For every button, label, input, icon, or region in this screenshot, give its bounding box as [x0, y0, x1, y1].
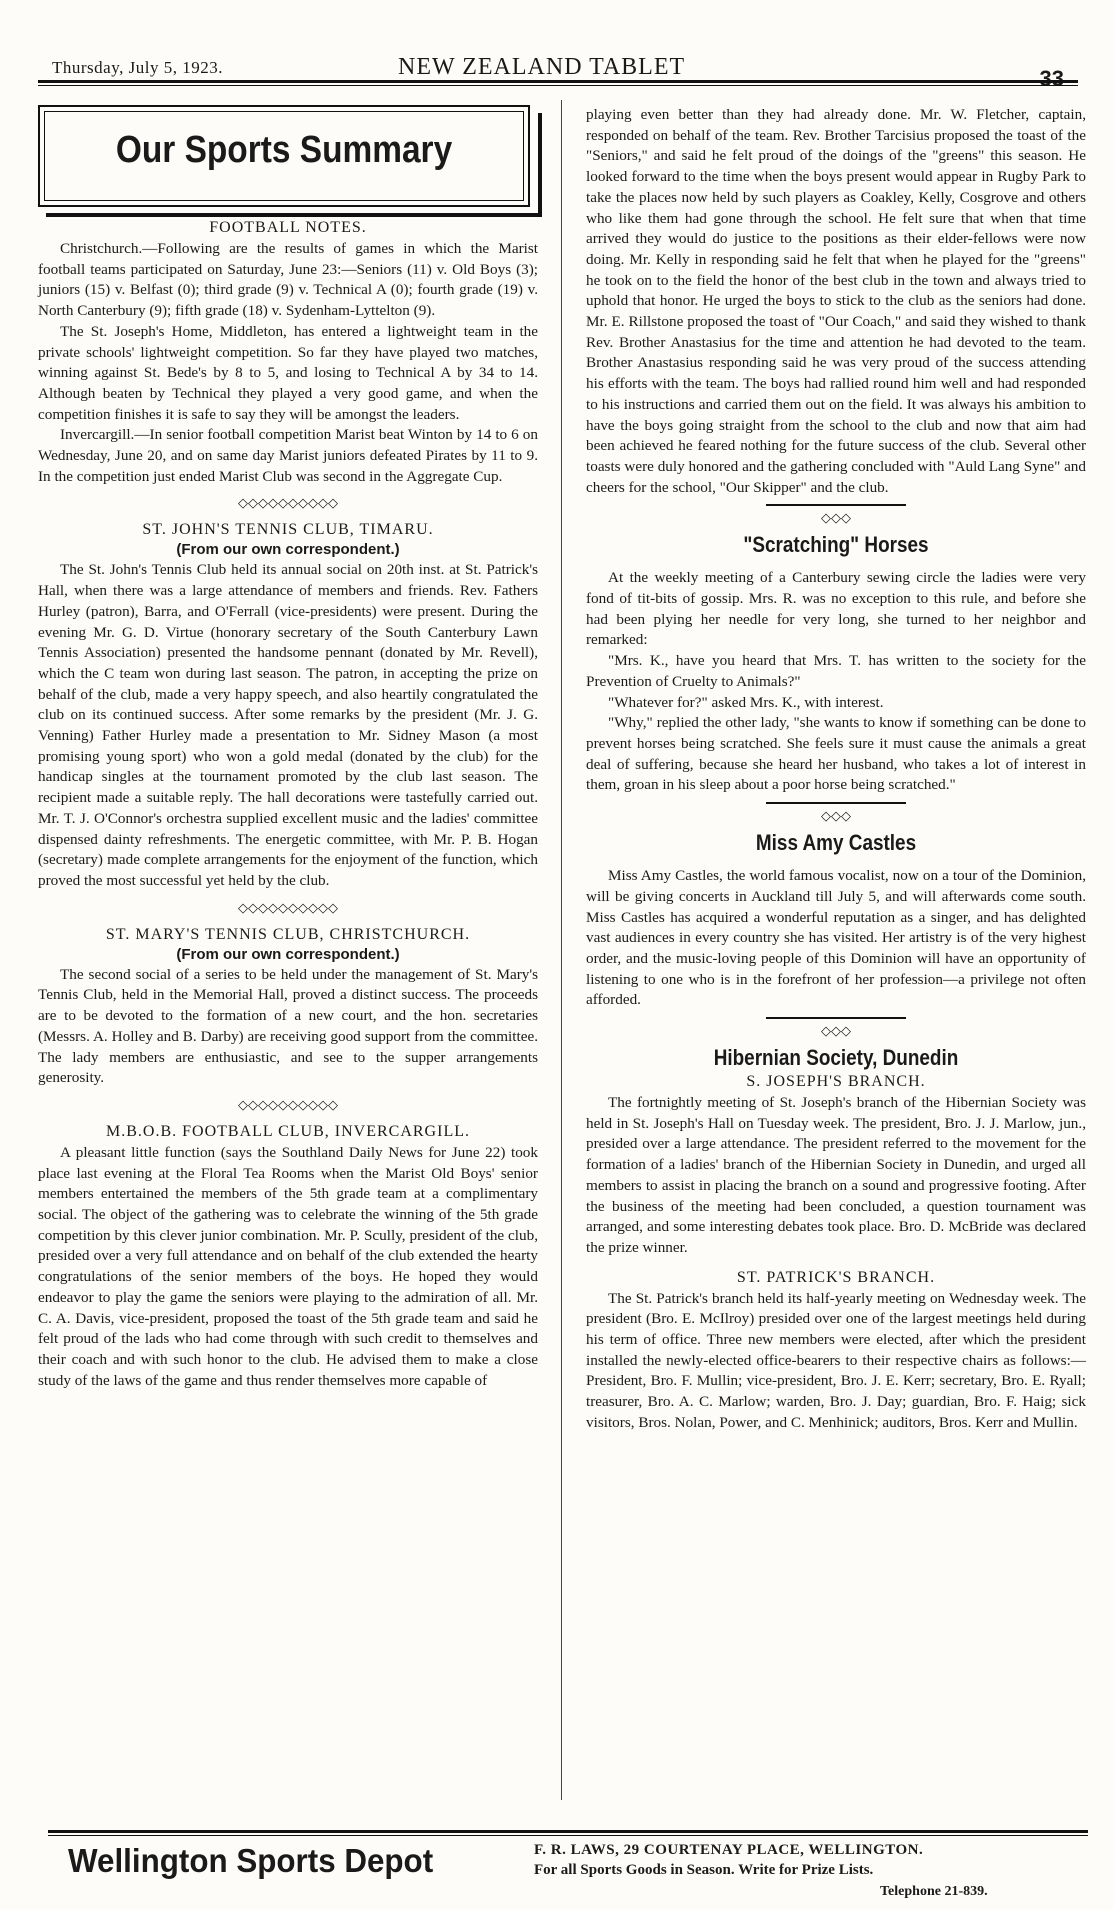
- horses-paragraph: "Why," replied the other lady, "she wants to know if something can be done to prevent horses being scratched. She feels sure it must cause the animals a great deal of suffering, because she heard her husband, who takes a lot of interest in them, groan in his sleep about a poor horse being scratched.": [586, 714, 1086, 794]
- advert-tagline: For all Sports Goods in Season. Write for Prize Lists.: [534, 1862, 874, 1878]
- ornament-divider: ◇◇◇◇◇◇◇◇◇◇: [238, 899, 338, 915]
- column-divider: [561, 100, 562, 1800]
- mbob-football-paragraph: A pleasant little function (says the Southland Daily News for June 22) took place last evening at the Floral Tea Rooms when the Marist Old Boys' senior members entertained the members of the 5th grade team at a complimentary social. The object of the gathering was to celebrate the winning of the 5th grade competition by this clever junior combination. Mr. P. Scully, president of the club, presided over a very full attendance and on behalf of the club extended the hearty congratulations of the senior members of the boys. He hoped they would endeavor to play the game the seniors were playing to the admiration of all. Mr. C. A. Davis, vice-president, proposed the toast of the 5th grade team and said he felt proud of the lads who had come through with such credit to themselves and their coach and with such honor to the club. He advised them to make a close study of the laws of the game and thus render themselves more capable of: [38, 1143, 538, 1389]
- mbob-continued-paragraph: playing even better than they had already done. Mr. W. Fletcher, captain, responded on behalf of the team. Rev. Brother Tarcisius proposed the toast of the "Seniors," and said he felt proud of the doings of the "greens" this season. He looked forward to the time when the boys present would appear in Rugby Park to take the places now held by such players as Coakley, Kelly, Cosgrove and others who like them had gone through the school. He felt sure that when that time arrived they would do justice to the positions as their elder-fellows were now doing. Mr. Kelly in responding said he felt that when he played for the "greens" he took on to the field the honor of the best club in the town and always tried to uphold that honor. He urged the boys to stick to the club as the seniors had done. Mr. E. Rillstone proposed the toast of "Our Coach," and said they wished to thank Rev. Brother Anastasius for the time and attention he had devoted to the team. Brother Anastasius responding said he was very proud of the success attending his efforts with the team. The boys had rallied round him well and had responded to his instructions and carried them out on the field. It was always his ambition to have the boys going straight from the school to the club and now that aim had been achieved he feared nothing for the future success of the club. Several other toasts were duly honored and the gathering concluded with "Auld Lang Syne" and cheers for the school, "Our Skipper" and the club.: [586, 106, 1086, 496]
- masthead-rule-thin: [38, 85, 1078, 86]
- section-title: Our Sports Summary: [115, 129, 453, 171]
- page-number: 33: [1039, 66, 1064, 91]
- left-column: [38, 105, 538, 1391]
- football-paragraph: The St. Joseph's Home, Middleton, has entered a lightweight team in the private schools' lightweight competition. So far they have played two matches, winning against St. Bede's by 8 to 5, and losing to Technical A by 34 to 14. Although beaten by Technical they played a very good game, and when the competition finishes it is safe to say they will be amongst the leaders.: [38, 322, 538, 423]
- mbob-football-heading: M.B.O.B. FOOTBALL CLUB, INVERCARGILL.: [106, 1122, 470, 1140]
- amy-castles-heading: Miss Amy Castles: [755, 830, 917, 856]
- section-title-box: [38, 105, 530, 207]
- right-column: [586, 105, 1086, 1434]
- scratching-horses-heading: "Scratching" Horses: [743, 532, 929, 558]
- st-johns-tennis-paragraph: The St. John's Tennis Club held its annual social on 20th inst. at St. Patrick's Hall, when there was a large attendance of members and friends. Rev. Fathers Hurley (patron), Barra, and O'Ferrall (vice-presidents) were present. During the evening Mr. G. D. Virtue (honorary secretary of the South Canterbury Lawn Tennis Association) presented the handsome pennant (donated by Mr. Revell), which the C team won during last season. The patron, in accepting the prize on behalf of the club, made a very happy speech, and also heartily congratulated the club on its continued success. After some remarks by the president (Mr. J. G. Venning) Father Hurley made a presentation to Mr. Sidney Mason (a most promising young sport) who won a gold medal (donated by the club) for the handicap singles at the tournament promoted by the club last season. The recipient made a suitable reply. The hall decorations were tastefully carried out. Mr. T. J. O'Connor's orchestra supplied excellent music and the ladies' committee dispensed dainty refreshments. The energetic committee, with Mr. P. B. Hogan (secretary) made complete arrangements for the enjoyment of the function, which proved the most successful yet held by the club.: [38, 561, 538, 889]
- section-rule: [766, 1017, 906, 1019]
- publication-title: NEW ZEALAND TABLET: [398, 54, 686, 80]
- ornament-divider: ◇◇◇: [821, 510, 851, 526]
- ornament-divider: ◇◇◇: [821, 808, 851, 824]
- masthead-rule: [38, 80, 1078, 83]
- issue-date: Thursday, July 5, 1923.: [52, 58, 223, 77]
- st-patricks-branch-paragraph: The St. Patrick's branch held its half-yearly meeting on Wednesday week. The president (Bro. E. McIlroy) presided over one of the largest meetings held during his term of office. Three new members were elected, after which the president installed the newly-elected office-bearers to their respective chairs as follows:—President, Bro. F. Mullin; vice-president, Bro. J. E. Kerr; secretary, Bro. E. Ryall; treasurer, Bro. A. C. Marlow; warden, Bro. J. Day; guardian, Bro. F. Haig; sick visitors, Bros. Nolan, Power, and C. Menhinick; auditors, Bros. Kerr and Mullin.: [586, 1289, 1086, 1431]
- amy-castles-paragraph: Miss Amy Castles, the world famous vocalist, now on a tour of the Dominion, will be giving concerts in Auckland till July 5, and will afterwards come south. Miss Castles has acquired a wonderful reputation as a singer, and has delighted vast audiences in every country she has visited. Her artistry is of the very highest order, and the music-loving people of this Dominion will have an opportunity of listening to one who is in the forefront of her profession—a privilege not often afforded.: [586, 867, 1086, 1009]
- football-paragraph: Invercargill.—In senior football competition Marist beat Winton by 14 to 6 on Wednesday, June 20, and on same day Marist juniors defeated Pirates by 11 to 9. In the competition just ended Marist Club was second in the Aggregate Cup.: [38, 426, 538, 485]
- football-paragraph: Christchurch.—Following are the results of games in which the Marist football teams participated on Saturday, June 23:—Seniors (11) v. Old Boys (3); juniors (15) v. Belfast (0); third grade (9) v. Technical A (0); fourth grade (19) v. North Canterbury (9); fifth grade (18) v. Sydenham-Lyttelton (9).: [38, 240, 538, 320]
- correspondent-note: (From our own correspondent.): [176, 945, 400, 963]
- ornament-divider: ◇◇◇: [821, 1023, 851, 1039]
- section-rule: [766, 504, 906, 506]
- correspondent-note: (From our own correspondent.): [176, 541, 400, 559]
- st-johns-tennis-heading: ST. JOHN'S TENNIS CLUB, TIMARU.: [142, 521, 434, 539]
- advert-telephone: Telephone 21-839.: [880, 1884, 988, 1899]
- ornament-divider: ◇◇◇◇◇◇◇◇◇◇: [238, 1096, 338, 1112]
- football-notes-heading: FOOTBALL NOTES.: [209, 219, 367, 236]
- section-rule: [766, 802, 906, 804]
- ornament-divider: ◇◇◇◇◇◇◇◇◇◇: [238, 495, 338, 511]
- st-marys-tennis-paragraph: The second social of a series to be held under the management of St. Mary's Tennis Club, held in the Memorial Hall, proved a distinct success. The proceeds are to be devoted to the formation of a new court, and the hon. secretaries (Messrs. A. Holley and B. Darby) are receiving good support from the committee. The lady members are enthusiastic, and see to the supper arrangements generosity.: [38, 965, 538, 1087]
- st-patricks-branch-heading: ST. PATRICK'S BRANCH.: [736, 1268, 936, 1286]
- horses-paragraph: At the weekly meeting of a Canterbury sewing circle the ladies were very fond of tit-bits of gossip. Mrs. R. was no exception to this rule, and before she had been plying her needle for very long, she turned to her neighbor and remarked:: [586, 569, 1086, 649]
- advert-rule-thin: [48, 1835, 1088, 1836]
- st-marys-tennis-heading: ST. MARY'S TENNIS CLUB, CHRISTCHURCH.: [105, 925, 471, 943]
- hibernian-heading: Hibernian Society, Dunedin: [713, 1045, 959, 1071]
- advert-address: F. R. LAWS, 29 COURTENAY PLACE, WELLINGTON.: [534, 1842, 924, 1858]
- horses-paragraph: "Mrs. K., have you heard that Mrs. T. has written to the society for the Prevention of Cruelty to Animals?": [586, 652, 1086, 690]
- advert-rule: [48, 1830, 1088, 1833]
- st-josephs-branch-heading: S. JOSEPH'S BRANCH.: [746, 1073, 926, 1091]
- horses-paragraph: "Whatever for?" asked Mrs. K., with interest.: [608, 693, 884, 711]
- advert-business-name: Wellington Sports Depot: [68, 1842, 434, 1879]
- st-josephs-branch-paragraph: The fortnightly meeting of St. Joseph's branch of the Hibernian Society was held in St. Joseph's Hall on Tuesday week. The president, Bro. J. J. Marlow, jun., presided over a large attendance. The president referred to the movement for the formation of a ladies' branch of the Hibernian Society in Dunedin, and urged all members to assist in placing the branch on a sound and progressive footing. After the business of the meeting had been concluded, a question tournament was arranged, and some interesting debates took place. Bro. D. McBride was declared the prize winner.: [586, 1094, 1086, 1256]
